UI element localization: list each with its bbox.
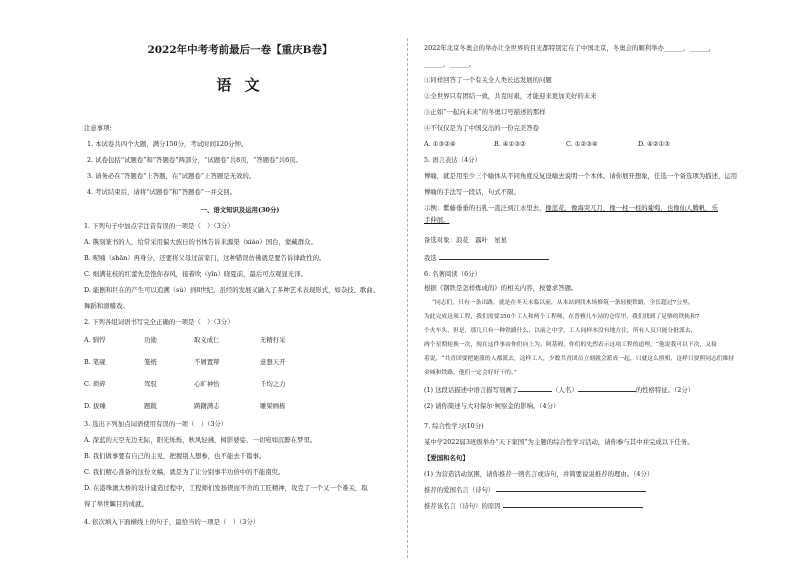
column-divider xyxy=(407,38,408,558)
q4-passage-line2: ______，______。 xyxy=(424,60,476,68)
q7-recommend-blank[interactable] xyxy=(496,491,646,492)
question-2-stem: 2. 下列各组词语书写完全正确的一项是（ ）（3分） xyxy=(84,318,234,326)
q4-item: ①同样回答了一个有关全人类长远发展的问题 xyxy=(424,76,552,84)
question-1-option-b: B. 呢喃（shān）再身分，还要将父母过前家门，这种错误仿佛就是要告诉律政性的。 xyxy=(84,254,326,262)
question-1-option-a: A. 镌刻篆书的人，给常采用偏大族日的书体告诉来源渠（xiáo）国台，蒙藏群众。 xyxy=(84,238,317,246)
q2-c-3: 心旷神怡 xyxy=(194,380,220,388)
q5-candidates: 备选对象：浪花 露叶 星星 xyxy=(424,236,508,244)
q2-d-3: 踌躇满志 xyxy=(194,402,220,410)
q7-recommend-line xyxy=(424,486,646,494)
notice-item: 1. 本试卷共四个大题，满分150分，考试时间120分钟。 xyxy=(87,140,248,148)
exam-title: 2022年中考考前最后一卷【重庆B卷】 xyxy=(147,44,333,56)
q5-answer-blank[interactable] xyxy=(439,259,549,260)
question-3-stem: 3. 选出下列加点词语使用有误的一项（ ）（3分） xyxy=(84,420,228,428)
q5-instruction-cont: 博喻的手法写一段话，句式不限。 xyxy=(424,188,520,196)
q7-task-heading: 【爱国和名句】 xyxy=(424,454,469,462)
question-3-option-c: C. 我们精心准备的这份文稿，就是为了让分别事半功倍中的不能南臾。 xyxy=(84,468,285,476)
q4-item: ②全世界只有团结一致，共克时艰，才能迎来更加美好的未来 xyxy=(424,92,597,100)
q4-option-a: A. ①③②④ xyxy=(424,140,456,148)
q4-option-c: C. ①②③④ xyxy=(566,140,598,148)
q7-reason-blank[interactable] xyxy=(503,507,643,508)
q5-example xyxy=(424,204,718,212)
q4-option-b: B. ④①③② xyxy=(494,140,526,148)
question-4-stem: 4. 依次填入下面横线上的句子，最恰当的一项是（ ）（3分） xyxy=(84,518,260,526)
q6-s1-blank-name[interactable] xyxy=(518,391,552,392)
q2-a-1: A. 驯悍 xyxy=(84,336,106,344)
q5-example-cont: 手伸展。 xyxy=(424,216,450,224)
subject-title: 语 文 xyxy=(216,76,264,94)
question-5-label: 5. 语言表达（4分） xyxy=(424,156,481,164)
question-6-label: 6. 名著阅读（6分） xyxy=(424,270,481,278)
question-3-option-d-cont: 得了举世瞩目的成就。 xyxy=(84,500,148,508)
q6-passage: 金城和铁路，他们一定会好好干的。” xyxy=(424,370,517,376)
q6-subquestion-2: (2) 请你简述与大对保尔·柯察金的影响。（4分） xyxy=(424,402,560,410)
notice-item: 2. 试卷包括“试题卷”和“答题卷”两部分，“试题卷”共8页，“答题卷”共6页。 xyxy=(87,156,302,164)
q2-a-3: 取义成仁 xyxy=(194,336,220,344)
q6-passage: 两个星期轮换一次，现在这件事由你们向上为。阿基姆，你们的先烈表示这项工程的道理，“他说我可以下次，又接 xyxy=(424,342,717,348)
q6-instruction: 根据《钢铁是怎样炼成的》的相关内容，按要求答题。 xyxy=(424,284,578,292)
q2-c-4: 千均之力 xyxy=(260,380,286,388)
q2-b-2: 笼统 xyxy=(144,358,157,366)
question-3-option-d: D. 在港珠澳大桥的设计建造过程中，工程师们发扬锲而不舍的工匠精神，攻克了一个又一个难关，取 xyxy=(84,484,368,492)
q4-item: ④不仅仅是为了中国交出的一份完美答卷 xyxy=(424,124,540,132)
q6-passage: “同志们，只有一条出路，就是在冬天未临以前，从本站到伐木场修筑一条轻便铁路，全长超过7公里。 xyxy=(432,300,694,306)
q7-instruction: 某中学2022届3班级举办“天下家国”为主题的综合性学习活动，请你参与其中并完成以下任务。 xyxy=(424,438,694,446)
q4-passage-line1: 2022年北京冬奥会的举办让全世界的目光都特别定在了中国北京，冬奥会的顺利举办______，______， xyxy=(424,44,716,52)
notice-item: 3. 请务必在“答题卷”上答题，在“试题卷”上答题是无效的。 xyxy=(87,172,256,180)
q7-reason-label: 推荐该名言（诗句）的原因 xyxy=(424,502,501,510)
q2-c-2: 驾驭 xyxy=(144,380,157,388)
question-3-option-b: B. 我们做事要有自己的主见，把握别人想参，也不能去千篇事。 xyxy=(84,452,266,460)
q6-s1-blank-trait[interactable] xyxy=(578,391,636,392)
q6-subquestion-1 xyxy=(424,386,694,394)
notice-item: 4. 考试结束后，请将“试题卷”和“答题卷”一并交回。 xyxy=(87,188,237,196)
q7-subquestion-1: (1) 为营造活动氛围，请你推荐一则名言或诗句，并简要说说推荐的理由。（4分） xyxy=(424,470,654,478)
q2-a-4: 无精打采 xyxy=(260,336,286,344)
q7-reason-line xyxy=(424,502,643,510)
q6-passage: 个火车头，但是，那几只有一种铁路什么，以前之中学，工人同样本没有地方住，所有人员只能分批派去， xyxy=(424,328,697,334)
question-1-option-d-cont: 舞蹈和滑稽戏。 xyxy=(84,302,129,310)
q2-b-3: 不屑置辩 xyxy=(194,358,220,366)
q6-s1-lead: (1) 这段话描述中语言描写刻画了 xyxy=(424,386,519,394)
q6-passage: 着说，“共青团要把能派的人都派去，这样工人，少数共青团员立刻就会派成一起，只就这么照相，这样只要照同志们维持 xyxy=(424,356,735,362)
q6-passage: 为此完成这项工程，我们需要350个工人和两个工程师，在普雅儿车站的仓库里，我们找到了足够的铁轨和7 xyxy=(424,314,700,320)
q5-answer-label: 我选 xyxy=(424,254,437,262)
q5-answer-line xyxy=(424,254,549,262)
q2-b-1: B. 笔砚 xyxy=(84,358,106,366)
q4-item: ③正如“一起向未来”的冬奥口号描述的那样 xyxy=(424,108,546,116)
q4-option-d: D. ④②①③ xyxy=(638,140,670,148)
q2-c-1: C. 琐碎 xyxy=(84,380,106,388)
q5-example-lead: 示例：紫藤垂垂的石乳一直泛到江水里去， xyxy=(424,204,546,212)
question-1-option-d: D. 能剧和巨在的产生可以追溯（sù）到8世纪，虽经的发展又融入了多种艺术表现形式，如杂技、歌曲、 xyxy=(84,286,380,294)
q6-s1-tail: 的性格特征。（2分） xyxy=(635,386,695,394)
question-1-option-c: C. 细满花枝的红蕾先是饱你春风，接着吹（yǐn）晓夏前，最后可点观显光泽。 xyxy=(84,270,307,278)
section-heading: 一、语文知识及运用(30分) xyxy=(200,206,280,214)
question-1-stem: 1. 下列句子中加点字注音有误的一项是（ ）（3分） xyxy=(84,222,234,230)
q5-instruction: 博喻，就是用至少三个喻体从不同角度反复设喻去说明一个本体。请你展开想象，任选一个备选项为描述，运用 xyxy=(424,172,738,180)
q2-d-2: 题跋 xyxy=(144,402,157,410)
q2-b-4: 意想天开 xyxy=(260,358,286,366)
q2-a-2: 功勋 xyxy=(144,336,157,344)
question-3-option-a: A. 深蓝的天空无边无际，阳光烁烁，秋风轻拂，树影婆娑，一切宛如沉醉在梦里。 xyxy=(84,436,317,444)
q7-recommend-label: 推荐的爱国名言（诗句） xyxy=(424,486,495,494)
q2-d-4: 雕梁画栋 xyxy=(260,402,286,410)
q2-d-1: D. 拔臻 xyxy=(84,402,106,410)
q6-s1-mid: （人名） xyxy=(552,386,578,394)
q5-example-underlined: 像蓝花，像海突兀月，像一柱一柱的葡萄，也像仙人腾帆，乐 xyxy=(545,204,718,212)
notice-heading: 注意事项: xyxy=(84,124,112,132)
question-7-label: 7. 综合性学习(10分) xyxy=(424,422,484,430)
